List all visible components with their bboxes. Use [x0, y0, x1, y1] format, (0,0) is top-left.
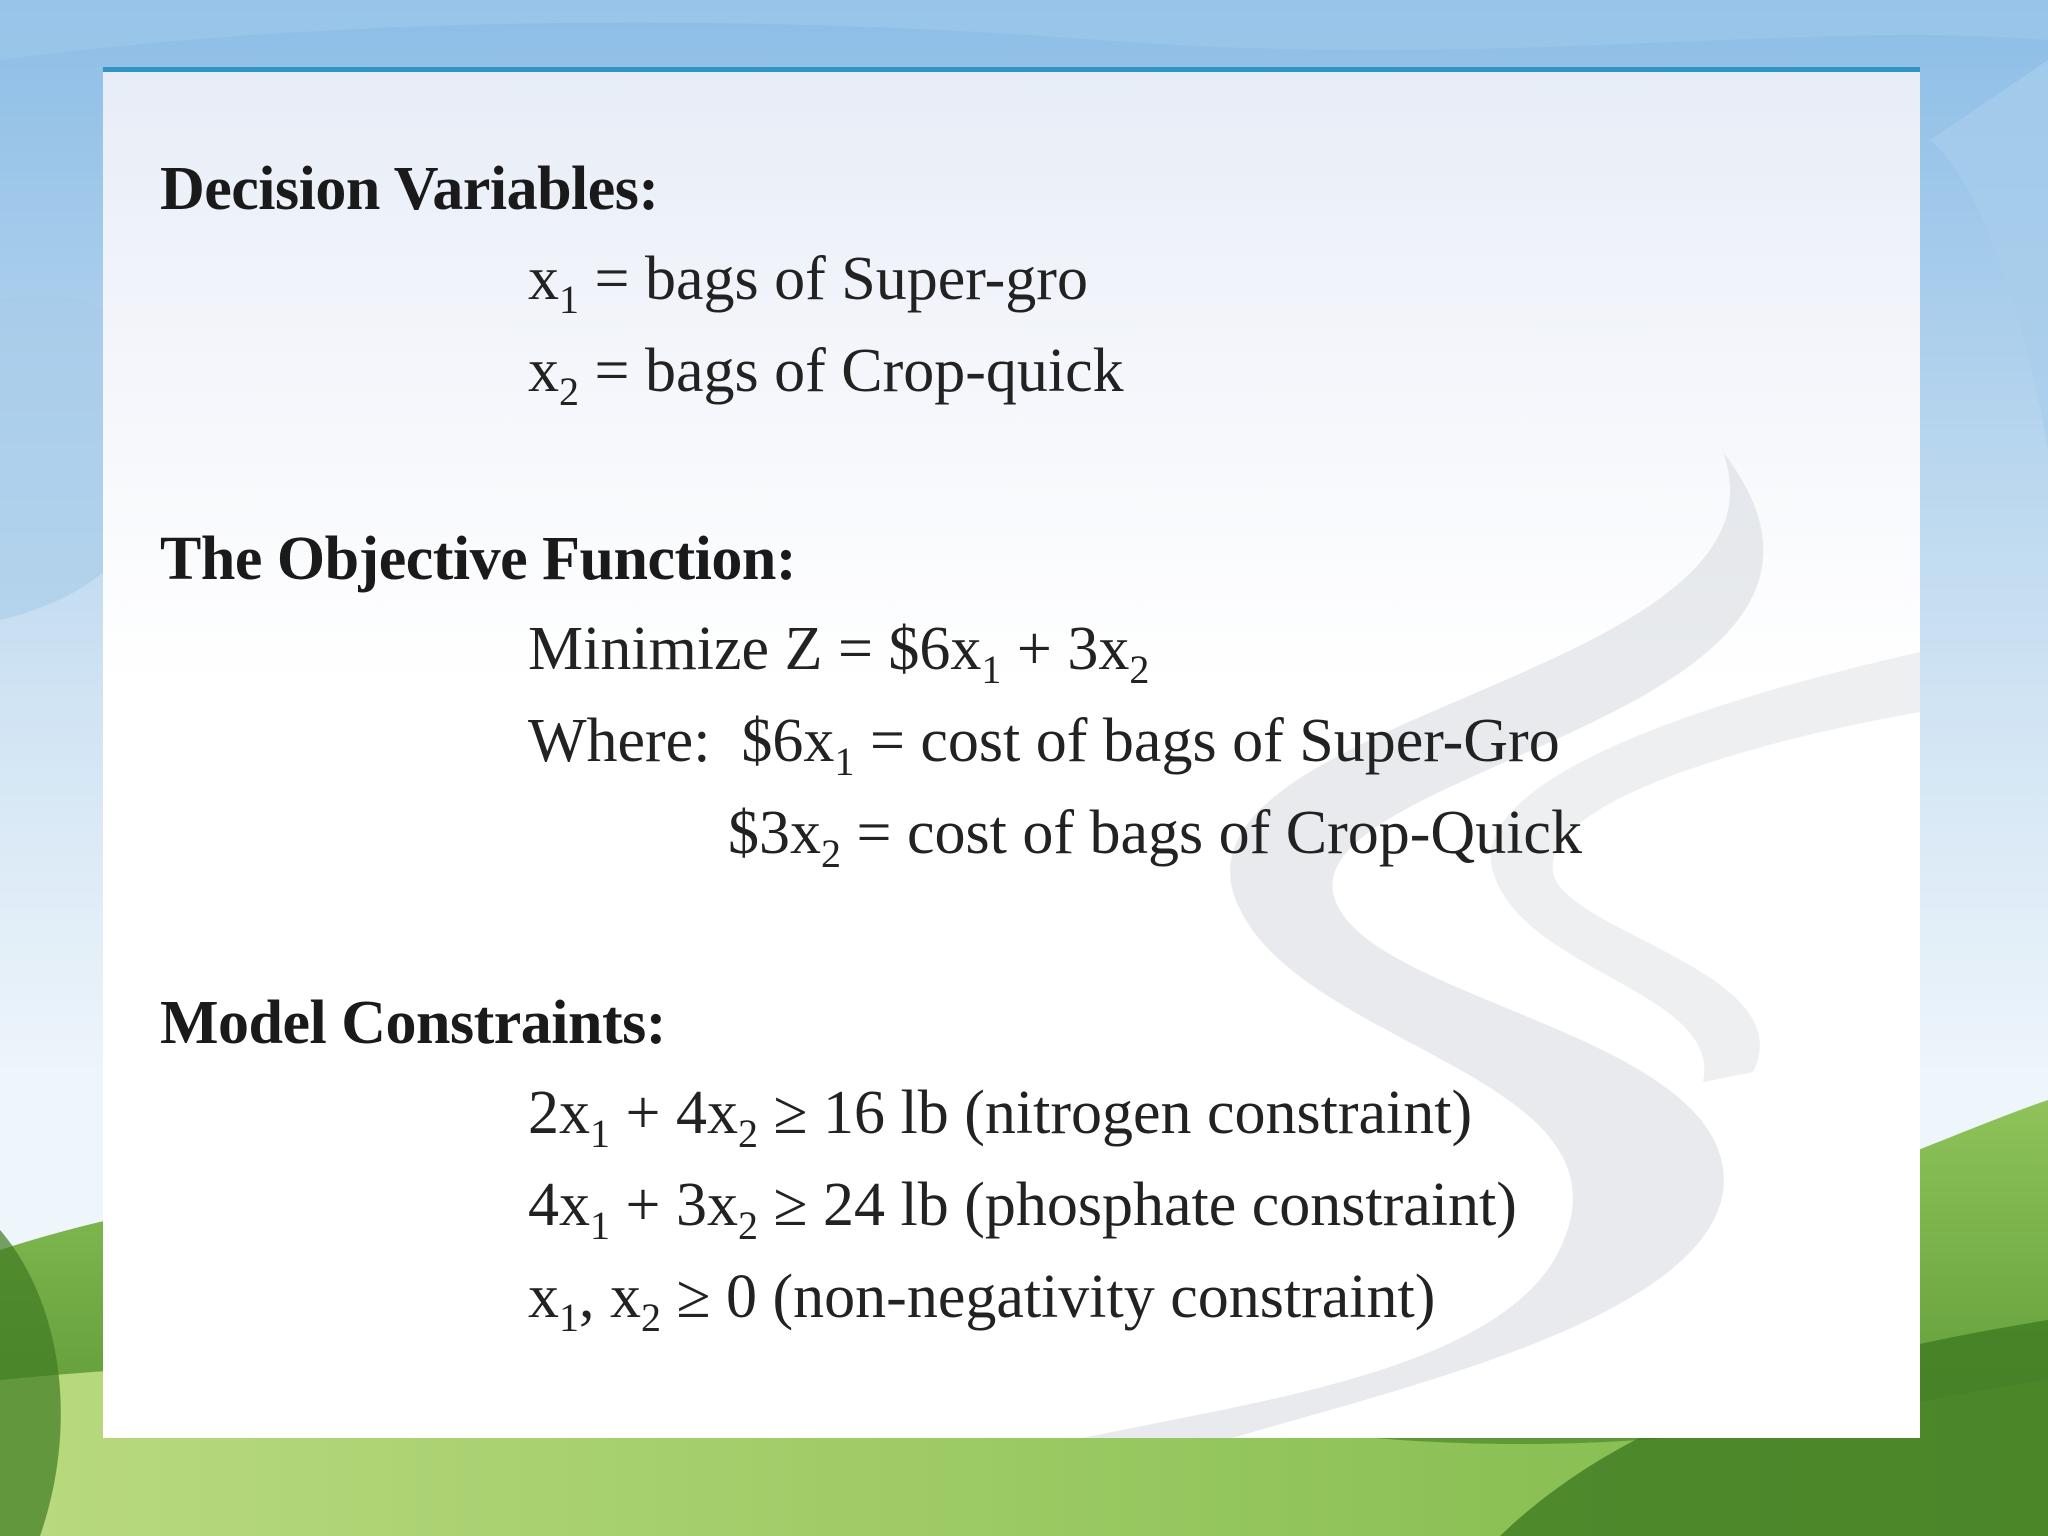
nitrogen-constraint: $2x_1 + 4x_2 \ge 16$ lb (nitrogen constraint): [528, 1079, 1473, 1156]
objective-minimize-line: Minimize $Z = \$6x_1 + 3x_2$: [528, 615, 1150, 692]
objective-function-heading: The Objective Function:: [160, 525, 796, 593]
variable-x1-definition: $x_1$ = bags of Super-gro: [528, 245, 1088, 322]
non-negativity-constraint: $x_1$, $x_2 \ge 0$ (non-negativity constraint): [528, 1263, 1436, 1340]
model-constraints-heading: Model Constraints:: [160, 989, 666, 1057]
objective-where-line-1: Where: $\$6x_1 = \cos t$ of bags of Super-Gro: [528, 707, 1560, 784]
objective-where-line-2: $\$3x_2 = \cos t$ of bags of Crop-Quick: [728, 799, 1582, 876]
content-panel: [103, 67, 1920, 1438]
slide-text: [103, 72, 1920, 1438]
decision-variables-heading: Decision Variables:: [160, 155, 659, 223]
phosphate-constraint: $4x_1 + 3x_2 \ge 24$ lb (phosphate constraint): [528, 1171, 1517, 1248]
variable-x2-definition: $x_2$ = bags of Crop-quick: [528, 337, 1124, 414]
